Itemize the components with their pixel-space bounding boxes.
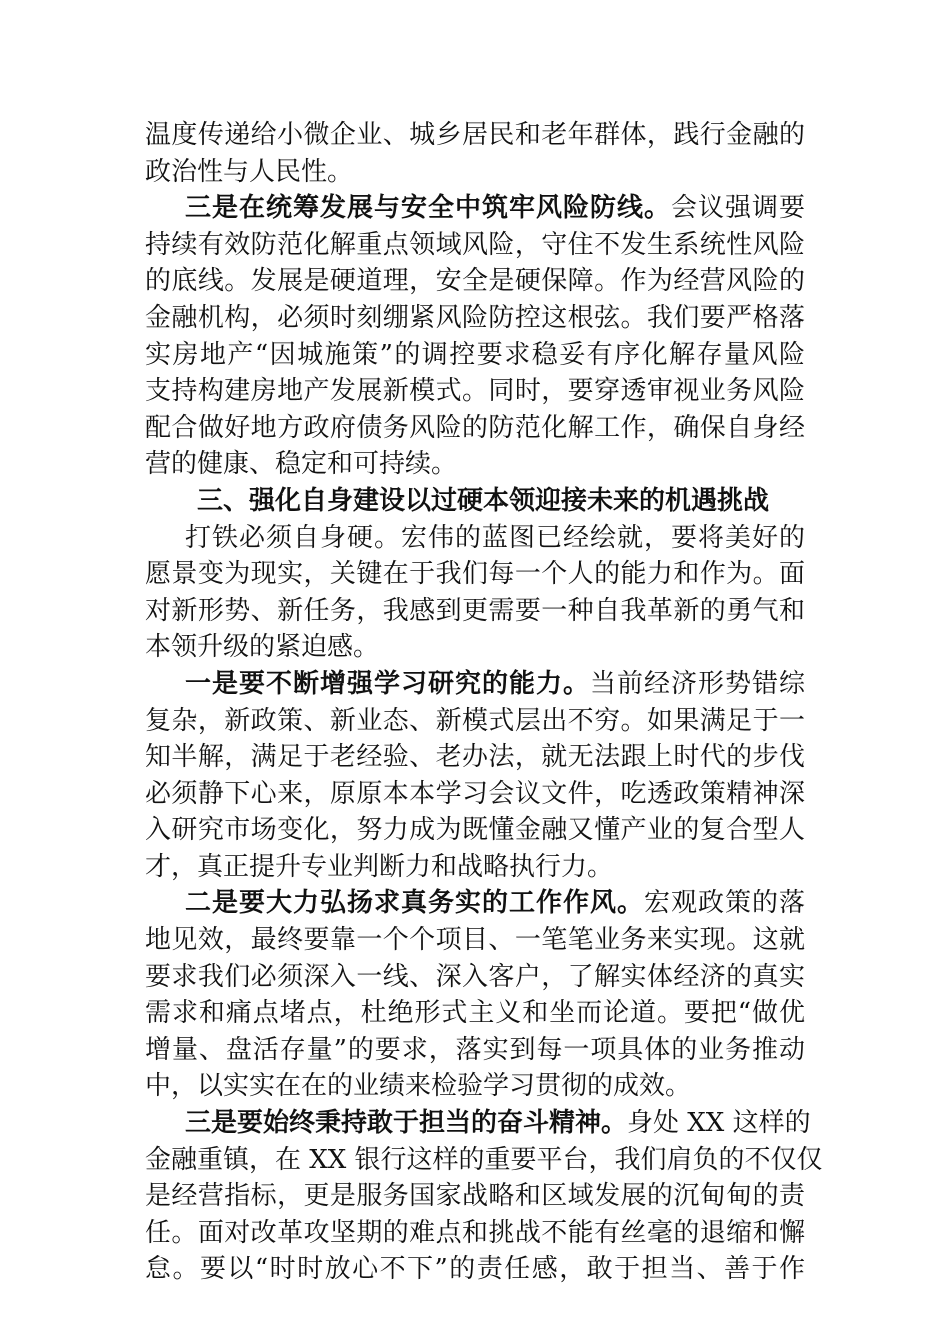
body-text: 金融重镇，在 XX 银行这样的重要平台，我们肩负的不仅仅 xyxy=(145,1144,823,1175)
text-line xyxy=(145,885,805,922)
paragraph xyxy=(145,520,805,666)
bold-lead: 三是在统筹发展与安全中筑牢风险防线。 xyxy=(185,193,671,224)
body-text: 复杂，新政策、新业态、新模式层出不穷。如果满足于一 xyxy=(145,705,805,736)
text-line xyxy=(145,556,805,593)
body-text: 当前经济形势错综 xyxy=(589,668,805,699)
text-line xyxy=(145,483,805,520)
body-text: 打铁必须自身硬。宏伟的蓝图已经绘就，要将美好的 xyxy=(185,522,805,553)
text-line xyxy=(145,739,805,776)
paragraph xyxy=(145,885,805,1105)
text-line xyxy=(145,849,805,886)
text-line xyxy=(145,666,805,703)
text-line xyxy=(145,1215,805,1252)
text-line xyxy=(145,812,805,849)
paragraph xyxy=(145,1105,823,1288)
body-text: 金融机构，必须时刻绷紧风险防控这根弦。我们要严格落 xyxy=(145,302,805,333)
text-line xyxy=(145,776,805,813)
body-text: 宏观政策的落 xyxy=(643,888,805,919)
paragraph xyxy=(145,117,805,190)
text-line xyxy=(145,300,805,337)
text-line xyxy=(145,922,805,959)
body-text: 增量、盘活存量”的要求，落实到每一项具体的业务推动 xyxy=(145,1034,805,1065)
body-text: 实房地产“因城施策”的调控要求稳妥有序化解存量风险 xyxy=(145,339,805,370)
text-line xyxy=(145,629,805,666)
text-line xyxy=(145,154,805,191)
bold-lead: 三是要始终秉持敢于担当的奋斗精神。 xyxy=(185,1108,628,1139)
body-text: 政治性与人民性。 xyxy=(145,156,354,187)
body-text: 支持构建房地产发展新模式。同时，要穿透审视业务风险 xyxy=(145,376,805,407)
text-line xyxy=(145,520,805,557)
text-line xyxy=(145,190,805,227)
text-line xyxy=(145,1251,805,1288)
body-text: 要求我们必须深入一线、深入客户，了解实体经济的真实 xyxy=(145,961,805,992)
body-text: 需求和痛点堵点，杜绝形式主义和坐而论道。要把“做优 xyxy=(145,998,805,1029)
body-text: 会议强调要 xyxy=(670,193,805,224)
body-text: 对新形势、新任务，我感到更需要一种自我革新的勇气和 xyxy=(145,595,805,626)
body-text: 愿景变为现实，关键在于我们每一个人的能力和作为。面 xyxy=(145,559,805,590)
body-text: 本领升级的紧迫感。 xyxy=(145,632,380,663)
section-heading xyxy=(145,483,805,520)
document-page xyxy=(145,117,823,1288)
bold-lead: 一是要不断增强学习研究的能力。 xyxy=(185,668,590,699)
paragraph xyxy=(145,190,805,483)
text-line xyxy=(145,1068,805,1105)
text-line xyxy=(145,227,805,264)
text-line xyxy=(145,593,805,630)
text-line xyxy=(145,1142,823,1179)
body-text: 温度传递给小微企业、城乡居民和老年群体，践行金融的 xyxy=(145,120,805,150)
text-line xyxy=(145,1032,805,1069)
body-text: 任。面对改革攻坚期的难点和挑战不能有丝毫的退缩和懈 xyxy=(145,1217,805,1248)
body-text: 入研究市场变化，努力成为既懂金融又懂产业的复合型人 xyxy=(145,815,805,846)
body-text: 的底线。发展是硬道理，安全是硬保障。作为经营风险的 xyxy=(145,266,805,297)
body-text: 营的健康、稳定和可持续。 xyxy=(145,449,458,480)
text-line xyxy=(145,959,805,996)
text-line xyxy=(145,337,805,374)
text-line xyxy=(145,995,805,1032)
text-line xyxy=(145,263,805,300)
text-line xyxy=(145,446,805,483)
body-text: 身处 XX 这样的 xyxy=(627,1108,811,1139)
text-line xyxy=(145,410,805,447)
body-text: 中，以实实在在的业绩来检验学习贯彻的成效。 xyxy=(145,1071,692,1102)
body-text: 是经营指标，更是服务国家战略和区域发展的沉甸甸的责 xyxy=(145,1181,805,1212)
body-text: 配合做好地方政府债务风险的防范化解工作，确保自身经 xyxy=(145,412,805,443)
text-line xyxy=(145,1105,811,1142)
text-line xyxy=(145,703,805,740)
body-text: 知半解，满足于老经验、老办法，就无法跟上时代的步伐 xyxy=(145,742,805,773)
bold-lead: 三、强化自身建设以过硬本领迎接未来的机遇挑战 xyxy=(197,485,770,516)
paragraph xyxy=(145,666,805,886)
body-text: 地见效，最终要靠一个个项目、一笔笔业务来实现。这就 xyxy=(145,925,805,956)
body-text: 持续有效防范化解重点领域风险，守住不发生系统性风险 xyxy=(145,229,805,260)
body-text: 必须静下心来，原原本本学习会议文件，吃透政策精神深 xyxy=(145,778,805,809)
text-line xyxy=(145,373,805,410)
text-line xyxy=(145,1178,805,1215)
bold-lead: 二是要大力弘扬求真务实的工作作风。 xyxy=(185,888,644,919)
body-text: 怠。要以“时时放心不下”的责任感，敢于担当、善于作 xyxy=(145,1254,805,1285)
body-text: 才，真正提升专业判断力和战略执行力。 xyxy=(145,851,614,882)
text-line xyxy=(145,117,805,154)
